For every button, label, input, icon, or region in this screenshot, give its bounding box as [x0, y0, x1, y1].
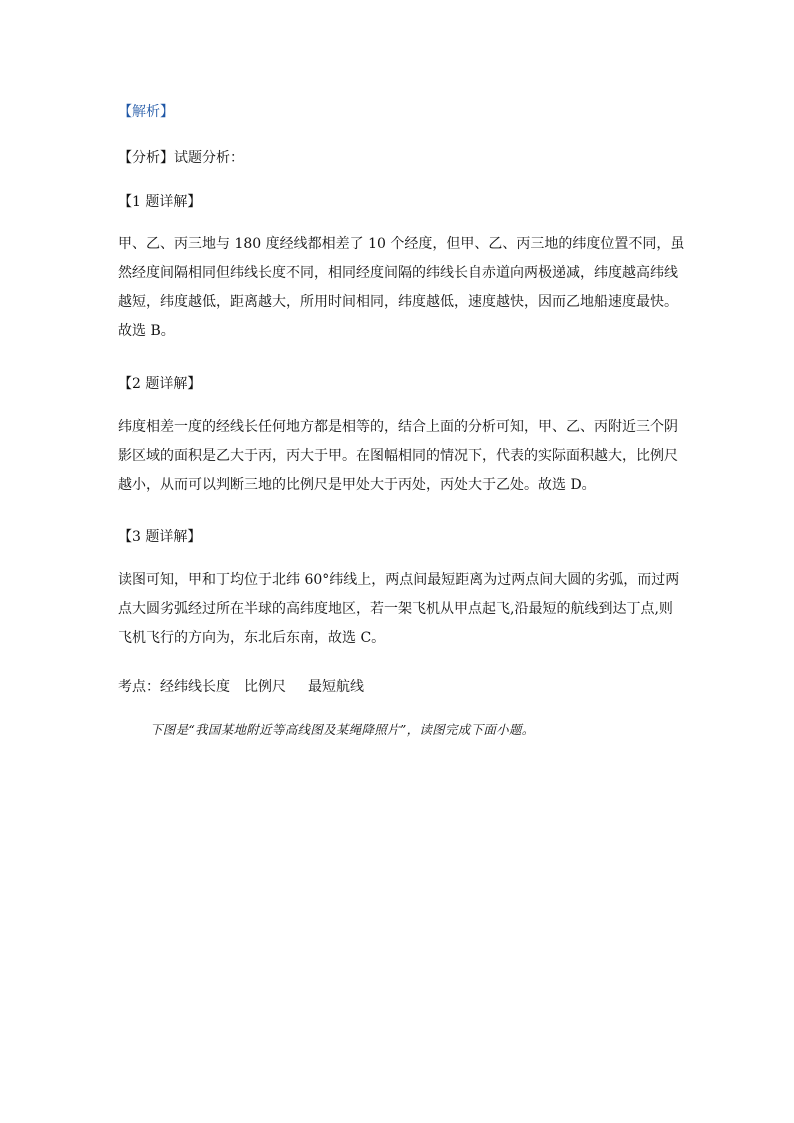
q2-line: 越小，从而可以判断三地的比例尺是甲处大于丙处，丙处大于乙处。故选 D。: [118, 477, 596, 493]
q3-explanation: [118, 566, 694, 653]
q3-line: 读图可知，甲和丁均位于北纬 60°纬线上，两点间最短距离为过两点间大圆的劣弧，而过两: [118, 572, 680, 588]
q1-explanation: [118, 230, 694, 346]
keypoints: [118, 677, 364, 697]
q1-line: 越短，纬度越低，距离越大，所用时间相同，纬度越低，速度越快，因而乙地船速度最快。: [118, 294, 678, 310]
q3-line: 飞机飞行的方向为，东北后东南，故选 C。: [118, 630, 386, 646]
q2-title: 【2 题详解】: [118, 376, 202, 392]
q2-line: 影区域的面积是乙大于丙，丙大于甲。在图幅相同的情况下，代表的实际面积越大，比例尺: [118, 448, 678, 464]
q3-line: 点大圆劣弧经过所在半球的高纬度地区，若一架飞机从甲点起飞,沿最短的航线到达丁点,则: [118, 601, 673, 617]
q1-line: 故选 B。: [118, 323, 175, 339]
q1-title: 【1 题详解】: [118, 194, 202, 210]
keypoint-label: 考点：经纬线长度: [118, 679, 230, 695]
q1-line: 然经度间隔相同但纬线长度不同，相同经度间隔的纬线长自赤道向两极递减，纬度越高纬线: [118, 265, 678, 281]
q2-explanation: [118, 413, 694, 500]
analysis-label: 【分析】试题分析：: [118, 150, 244, 166]
q2-line: 纬度相差一度的经线长任何地方都是相等的，结合上面的分析可知，甲、乙、丙附近三个阴: [118, 419, 678, 435]
q1-line: 甲、乙、丙三地与 180 度经线都相差了 10 个经度，但甲、乙、丙三地的纬度位置不同，虽: [118, 236, 685, 252]
next-question-intro: 下图是“我国某地附近等高线图及某绳降照片”，读图完成下面小题。: [150, 722, 535, 737]
q3-title: 【3 题详解】: [118, 529, 202, 545]
keypoint-scale: 比例尺: [244, 679, 286, 695]
solution-heading: 【解析】: [118, 104, 174, 120]
keypoint-route: 最短航线: [308, 679, 364, 695]
